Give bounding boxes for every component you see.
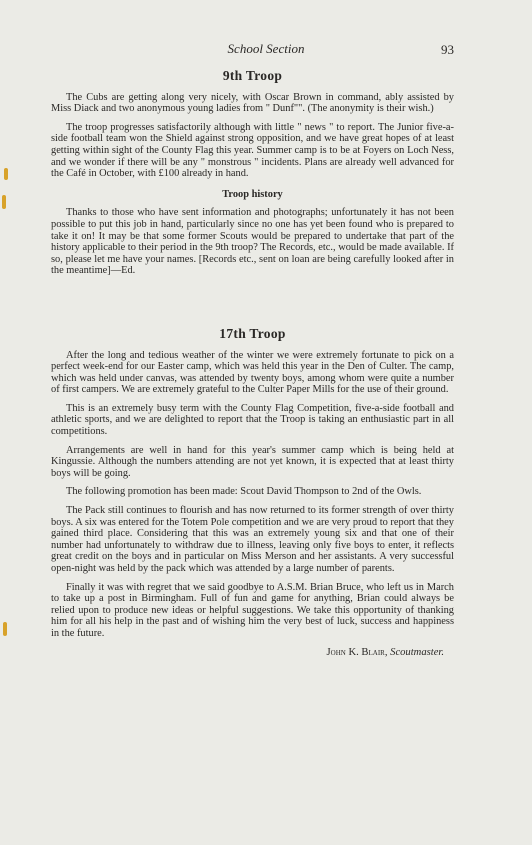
margin-mark-middle: [2, 195, 6, 209]
ninth-troop-heading: 9th Troop: [222, 68, 283, 83]
troop-history-subheading: Troop history: [222, 188, 283, 200]
article-body: [51, 70, 454, 658]
ninth-troop-paragraph: The Cubs are getting along very nicely, with Oscar Brown in command, ably assisted by Miss Diack and two anonymous young ladies from " Dunf"". (The anonymity is their wish.): [51, 91, 454, 115]
seventeenth-troop-paragraph: The Pack still continues to flourish and has now returned to its former strength of over thirty boys. A six was entered for the Totem Pole competition and we are very proud to report that they gained third place. Considering that this was an extremely young six and that one of their number had unfortunately to withdraw due to illness, leaving only five boys to enter, it reflects great credit on the boys and in particular on Miss Merson and her assistants. A very successful open-night was held by the pack which was attended by a large number of parents.: [51, 505, 454, 574]
seventeenth-troop-paragraph: Arrangements are well in hand for this year's summer camp which is being held at Kingussie. Although the numbers attending are not yet known, it is expected that at least thirty boys will be going.: [51, 444, 454, 479]
troop-history-paragraph: Thanks to those who have sent information and photographs; unfortunately it has not been possible to put this job in hand, particularly since no one has yet been found who is prepared to take it on! It may be that some former Scouts would be prepared to undertake that part of the history applicable to their period in the 9th troop? The Records, etc., would be made available. If so, please let me have your names. [Records etc., sent on loan are being carefully looked after in the meantime]—Ed.: [51, 207, 454, 277]
signature-role: Scoutmaster.: [390, 646, 444, 658]
seventeenth-troop-paragraph: The following promotion has been made: Scout David Thompson to 2nd of the Owls.: [66, 486, 422, 498]
running-head: [0, 41, 532, 59]
margin-mark-bottom: [3, 622, 7, 636]
margin-mark-top: [4, 168, 8, 180]
signature: [51, 647, 454, 659]
page-number: 93: [441, 42, 454, 57]
seventeenth-troop-paragraph: Finally it was with regret that we said goodbye to A.S.M. Brian Bruce, who left us in March to take up a post in Birmingham. Full of fun and game for anything, Brian could always be relied upon to produce new ideas or helpful suggestions. We take this opportunity of thanking him for all his help in the past and of wishing him the very best of luck, success and happiness in the future.: [51, 581, 454, 639]
seventeenth-troop-paragraph: This is an extremely busy term with the County Flag Competition, five-a-side football and athletic sports, and we are delighted to report that the Troop is taking an enthusiastic part in all competitions.: [51, 402, 454, 438]
signature-name: John K. Blair,: [326, 646, 388, 658]
seventeenth-troop-paragraph: After the long and tedious weather of the winter we were extremely fortunate to pick on a perfect week-end for our Easter camp, which was held this year in the Den of Culter. The camp, which was held under canvas, was attended by twenty boys, among whom were quite a number of first campers. We are extremely grateful to the Culter Paper Mills for the use of their ground.: [51, 349, 454, 396]
ninth-troop-paragraph: The troop progresses satisfactorily although with little " news " to report. The Junior five-a-side football team won the Shield against strong opposition, and we have great hopes of at least getting within sight of the County Flag this year. Summer camp is to be at Foyers on Loch Ness, and we wonder if there will be any " monstrous " incidents. Plans are already well advanced for the Café in October, with £100 already in hand.: [51, 121, 454, 180]
seventeenth-troop-heading: 17th Troop: [219, 325, 286, 341]
section-title: School Section: [227, 41, 305, 56]
